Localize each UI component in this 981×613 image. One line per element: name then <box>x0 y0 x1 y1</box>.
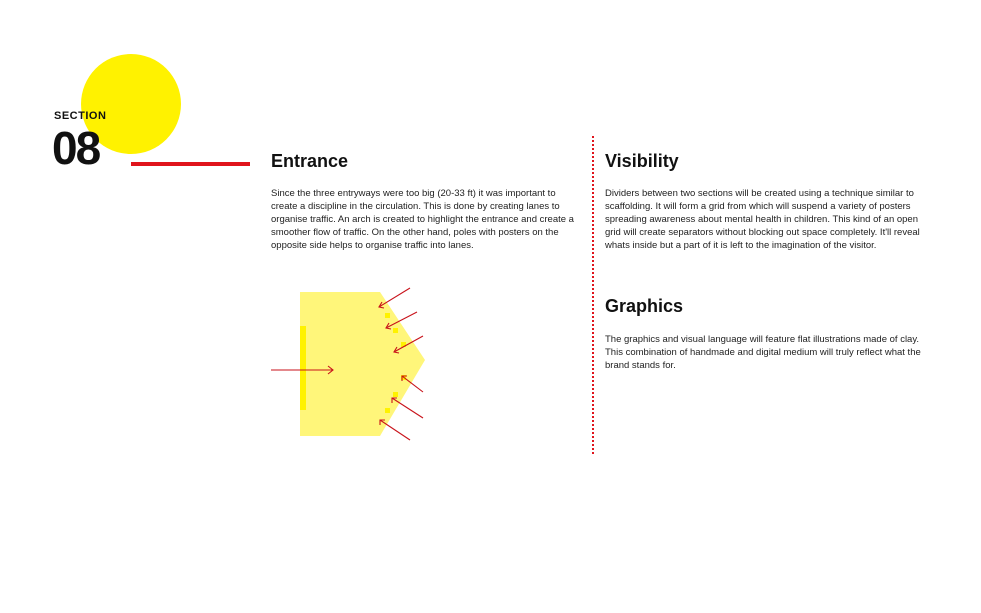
entrance-plan-diagram-icon <box>265 280 445 450</box>
graphics-heading: Graphics <box>605 296 684 316</box>
entrance-body: Since the three entryways were too big (20-33 ft) it was important to create a discipline in the circulation. This is done by creating lanes to organise traffic. An arch is created to highlight the entrance and create a smoother flow of traffic. On the other hand, poles with posters on the opposite side helps to organise traffic into lanes. <box>271 188 574 251</box>
entrance-floor-plan-shape <box>300 292 425 436</box>
graphics-body: The graphics and visual language will feature flat illustrations made of clay. This combination of handmade and digital medium will truly reflect what the brand stands for. <box>605 334 921 371</box>
section-label: SECTION <box>54 110 107 122</box>
visibility-body: Dividers between two sections will be created using a technique similar to scaffolding. It will form a grid from which will suspend a variety of posters spreading awareness about mental health in children. This kind of an open grid will create separators without blocking out space completely. It'll reveal whats inside but a part of it is left to the imagination of the visitor. <box>605 188 920 251</box>
column-divider-dotted <box>592 136 594 454</box>
entrance-wall-bar <box>300 326 306 410</box>
entrance-heading: Entrance <box>271 151 349 171</box>
entrance-diagram <box>265 280 445 455</box>
visibility-heading: Visibility <box>605 151 679 171</box>
section-red-rule <box>131 162 250 166</box>
section-number: 08 <box>52 122 100 174</box>
